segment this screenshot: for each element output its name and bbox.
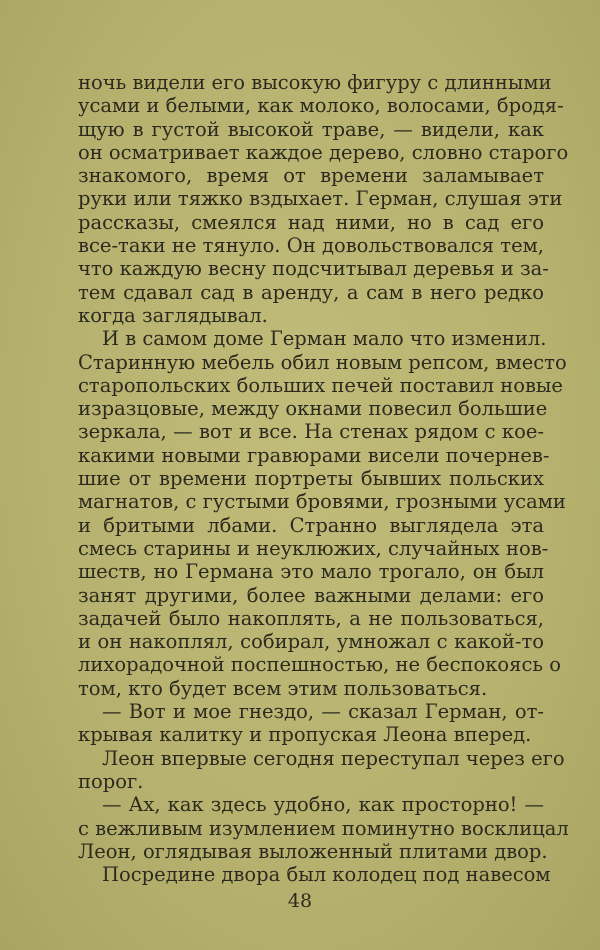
- text-line: что каждую весну подсчитывал деревья и за-: [78, 257, 549, 281]
- text-line: занят другими, более важными делами: его: [78, 583, 544, 607]
- text-line: изразцовые, между окнами повесил большие: [78, 397, 548, 421]
- text-line: какими новыми гравюрами висели почернев-: [78, 443, 550, 467]
- text-line: щую в густой высокой траве, — видели, как: [78, 117, 544, 141]
- text-line: ночь видели его высокую фигуру с длинными: [78, 71, 552, 94]
- text-line: лихорадочной поспешностью, не беспокоясь о: [78, 653, 561, 677]
- text-line: И в самом доме Герман мало что изменил.: [102, 327, 547, 351]
- text-line: крывая калитку и пропуская Леона вперед.: [78, 723, 532, 747]
- text-line: зеркала, — вот и все. На стенах рядом с кое-: [78, 420, 544, 444]
- text-line: Посредине двора был колодец под навесом: [102, 863, 551, 887]
- page-number: 48: [287, 890, 313, 912]
- text-line: Старинную мебель обил новым репсом, вместо: [78, 350, 567, 374]
- text-line: и он накоплял, собирал, умножал с какой-то: [78, 630, 544, 654]
- text-line: шеств, но Германа это мало трогало, он был: [78, 560, 544, 584]
- text-line: Леон, оглядывая выложенный плитами двор.: [78, 839, 548, 863]
- text-line: старопольских больших печей поставил новые: [78, 373, 563, 397]
- text-line: порог.: [78, 769, 144, 793]
- text-line: рассказы, смеялся над ними, но в сад его: [78, 210, 544, 234]
- text-line: с вежливым изумлением поминутно восклицал: [78, 816, 569, 840]
- text-line: усами и белыми, как молоко, волосами, бродя-: [78, 94, 564, 118]
- text-line: Леон впервые сегодня переступал через его: [102, 746, 565, 770]
- text-line: — Вот и мое гнездо, — сказал Герман, от-: [102, 700, 544, 724]
- text-line: все-таки не тянуло. Он довольствовался тем,: [78, 234, 544, 258]
- text-line: знакомого, время от времени заламывает: [78, 164, 544, 188]
- body-text: [78, 71, 569, 887]
- text-line: смесь старины и неуклюжих, случайных нов-: [78, 536, 549, 560]
- text-line: задачей было накоплять, а не пользоваться,: [78, 606, 544, 630]
- text-line: — Ах, как здесь удобно, как просторно! —: [102, 793, 544, 817]
- text-line: магнатов, с густыми бровями, грозными усами: [78, 490, 566, 514]
- text-line: когда заглядывал.: [78, 303, 268, 327]
- text-line: и бритыми лбами. Странно выглядела эта: [78, 513, 544, 537]
- text-line: том, кто будет всем этим пользоваться.: [78, 676, 488, 700]
- text-line: он осматривает каждое дерево, словно старого: [78, 140, 569, 164]
- text-line: шие от времени портреты бывших польских: [78, 467, 544, 491]
- text-line: руки или тяжко вздыхает. Герман, слушая эти: [78, 187, 563, 211]
- text-line: тем сдавал сад в аренду, а сам в него редко: [78, 280, 544, 304]
